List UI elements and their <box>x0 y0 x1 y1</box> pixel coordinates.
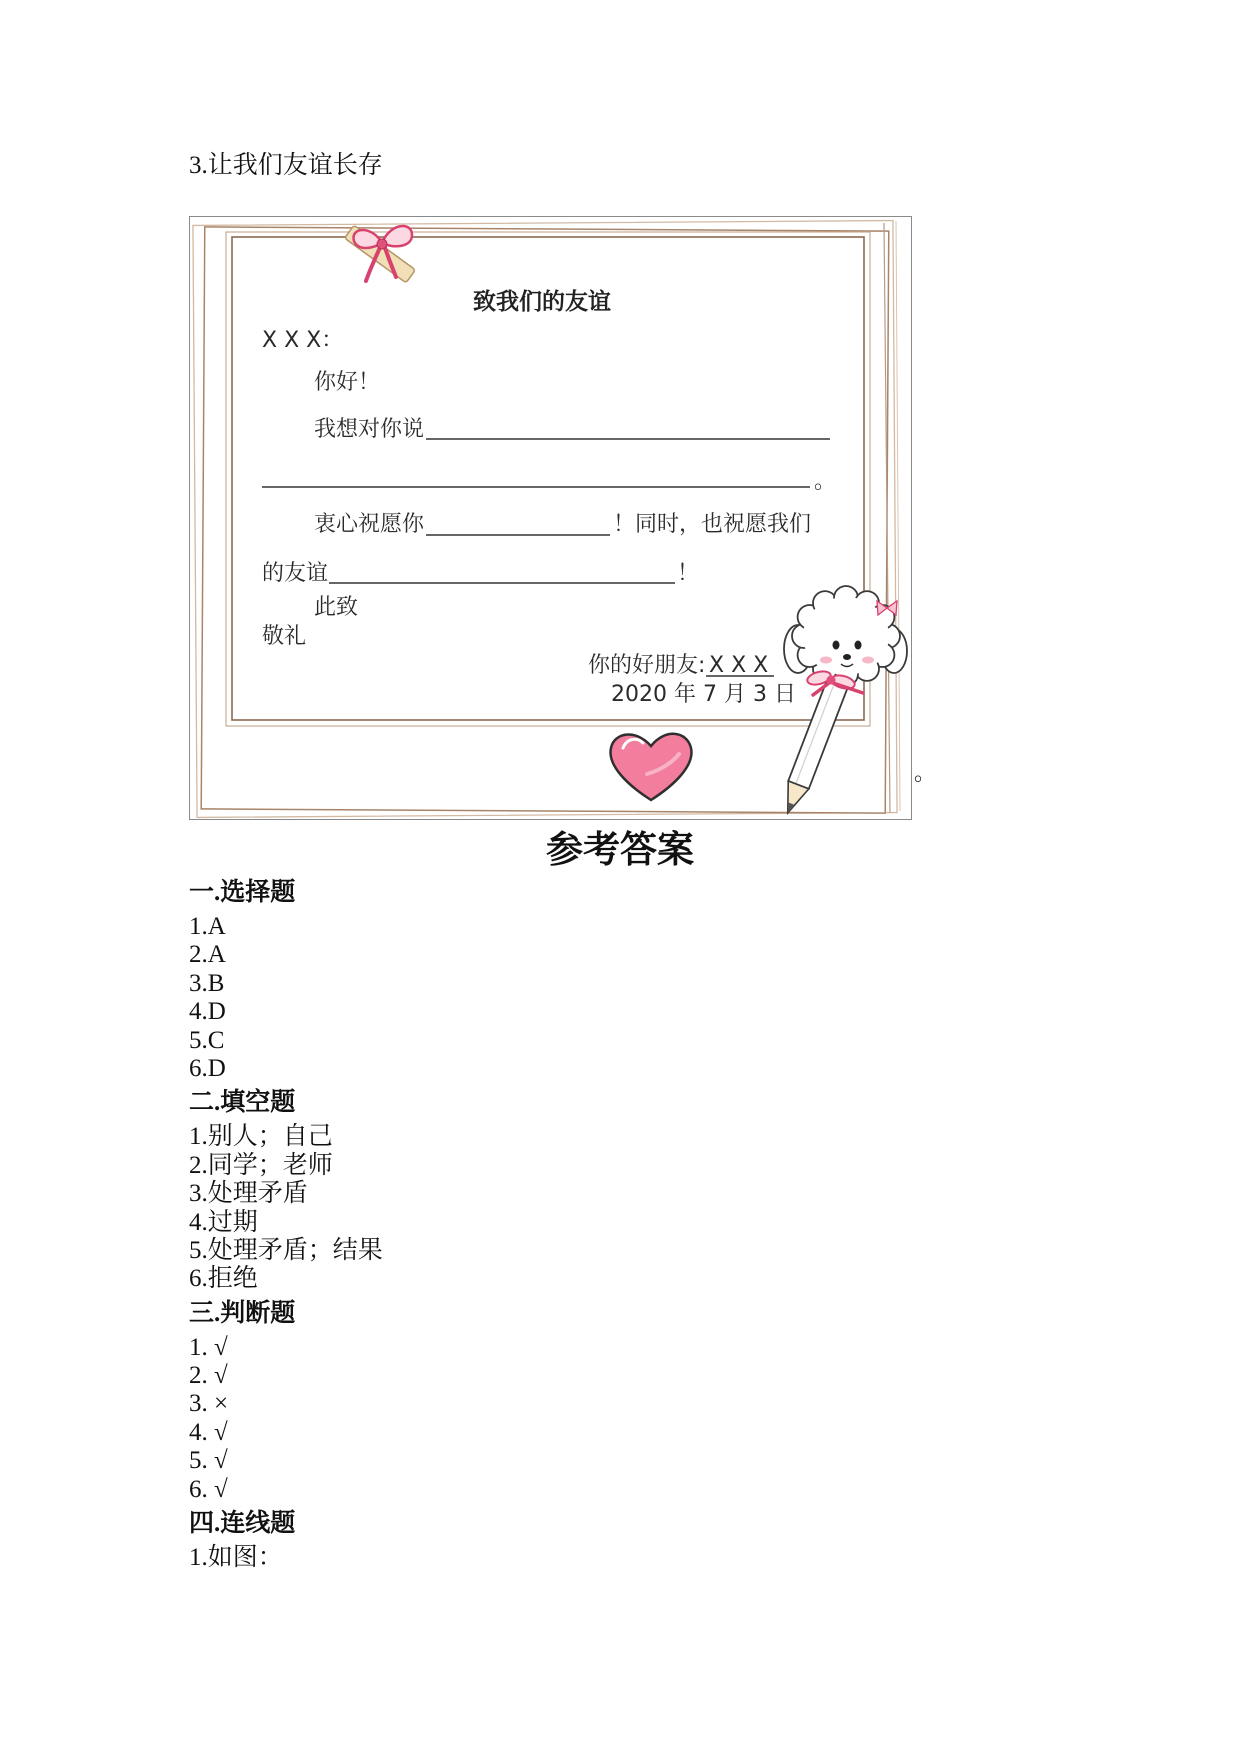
letter-signature-label: 你的好朋友: <box>588 653 706 678</box>
answer-item: 4.D <box>189 998 226 1026</box>
answer-item: 3.B <box>189 969 225 997</box>
letter-greeting: 你好！ <box>314 370 381 395</box>
letter-closing-2: 敬礼 <box>262 624 307 649</box>
trailing-period: 。 <box>914 760 937 785</box>
answer-key-title: 参考答案 <box>546 830 694 871</box>
answer-item: 3. × <box>189 1390 229 1418</box>
question-title: 3.让我们友谊长存 <box>189 152 383 179</box>
letter-line3-prefix: 衷心祝愿你 <box>314 512 425 537</box>
letter-date: 2020 年 7 月 3 日 <box>611 682 796 707</box>
answer-key <box>189 873 1089 1572</box>
answer-item: 6. √ <box>189 1475 228 1503</box>
letter-signature-name: X X X <box>709 653 769 678</box>
section-heading: 三.判断题 <box>189 1299 296 1327</box>
dog-eye-left <box>833 641 840 650</box>
answer-item: 2.同学；老师 <box>189 1151 333 1179</box>
letter-line4-prefix: 的友谊 <box>262 561 329 586</box>
section-heading: 四.连线题 <box>189 1510 296 1538</box>
answer-item: 1.如图： <box>189 1544 283 1572</box>
answer-section-fill-blank <box>189 1083 1089 1293</box>
letter-line3-suffix: ！同时，也祝愿我们 <box>613 512 812 537</box>
letter-title: 致我们的友谊 <box>473 289 611 315</box>
answer-section-matching <box>189 1504 1089 1572</box>
answer-item: 5.处理矛盾；结果 <box>189 1236 383 1264</box>
letter-line1-prefix: 我想对你说 <box>314 417 425 442</box>
answer-item: 6.D <box>189 1054 226 1082</box>
letter-line4-suffix: ！ <box>677 561 700 586</box>
section-heading: 二.填空题 <box>189 1089 296 1117</box>
answer-item: 5.C <box>189 1026 225 1054</box>
dog-cheek-right <box>862 657 874 664</box>
answer-section-true-false <box>189 1294 1089 1504</box>
dog-cheek-left <box>820 657 832 664</box>
answer-item: 5. √ <box>189 1447 228 1475</box>
answer-item: 6.拒绝 <box>189 1265 258 1293</box>
dog-eye-right <box>855 641 862 650</box>
letter-card-image <box>189 216 912 820</box>
bow-knot <box>377 239 387 249</box>
answer-item: 1. √ <box>189 1333 228 1361</box>
letter-salutation: X X X： <box>262 328 344 353</box>
answer-item: 2.A <box>189 941 226 969</box>
answer-section-choice <box>189 873 1089 1083</box>
answer-item: 4. √ <box>189 1418 228 1446</box>
answer-item: 1.A <box>189 913 226 940</box>
answer-item: 1.别人；自己 <box>189 1123 333 1151</box>
answer-item: 2. √ <box>189 1362 228 1390</box>
answer-item: 3.处理矛盾 <box>189 1180 308 1208</box>
section-heading: 一.选择题 <box>189 879 296 906</box>
letter-line2-end: 。 <box>814 469 837 494</box>
answer-item: 4.过期 <box>189 1208 258 1236</box>
letter-closing-1: 此致 <box>314 595 359 620</box>
dog-face <box>803 597 889 675</box>
dog-nose <box>843 654 851 660</box>
